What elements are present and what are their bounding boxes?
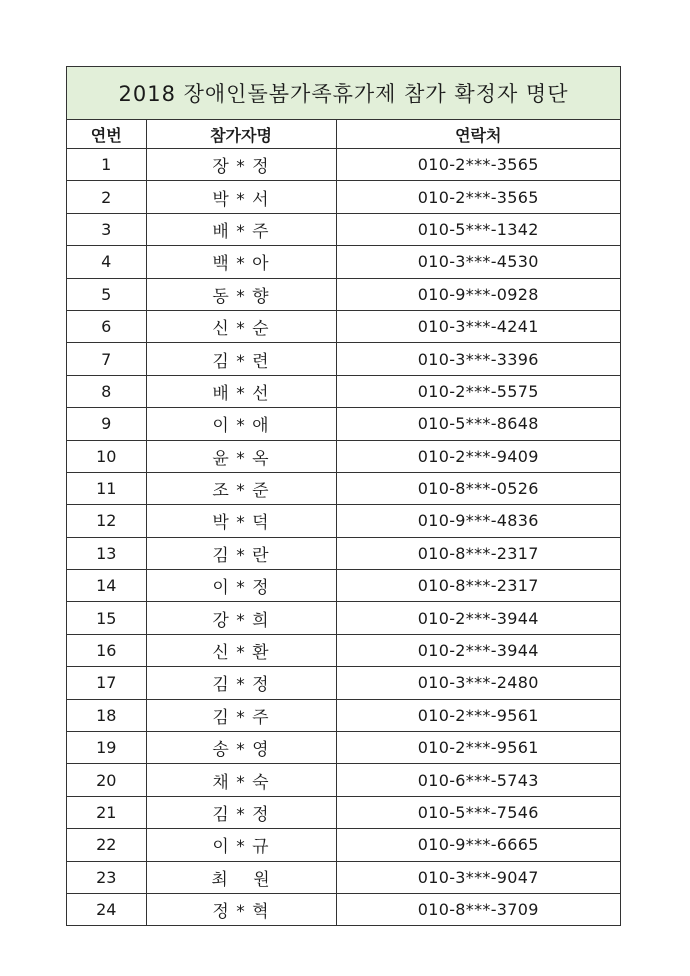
participant-name: 김 * 정 xyxy=(146,667,336,699)
row-number: 20 xyxy=(67,764,146,796)
document-title: 2018 장애인돌봄가족휴가제 참가 확정자 명단 xyxy=(67,67,620,120)
row-number: 16 xyxy=(67,634,146,666)
table-row xyxy=(67,310,620,342)
table-row xyxy=(67,472,620,504)
contact-number: 010-8***-0526 xyxy=(336,472,620,504)
participant-name: 백 * 아 xyxy=(146,246,336,278)
row-number: 6 xyxy=(67,310,146,342)
participant-name: 박 * 서 xyxy=(146,181,336,213)
participant-name: 배 * 선 xyxy=(146,375,336,407)
contact-number: 010-6***-5743 xyxy=(336,764,620,796)
participant-name: 장 * 정 xyxy=(146,149,336,181)
contact-number: 010-8***-2317 xyxy=(336,537,620,569)
table-row xyxy=(67,861,620,893)
row-number: 23 xyxy=(67,861,146,893)
participant-name: 박 * 덕 xyxy=(146,505,336,537)
contact-number: 010-2***-3944 xyxy=(336,634,620,666)
contact-number: 010-8***-3709 xyxy=(336,893,620,925)
contact-number: 010-2***-9561 xyxy=(336,699,620,731)
contact-number: 010-9***-6665 xyxy=(336,829,620,861)
contact-number: 010-2***-9561 xyxy=(336,732,620,764)
table-row xyxy=(67,343,620,375)
row-number: 13 xyxy=(67,537,146,569)
participant-name: 이 * 애 xyxy=(146,408,336,440)
participant-name: 동 * 향 xyxy=(146,278,336,310)
participant-name: 김 * 란 xyxy=(146,537,336,569)
row-number: 10 xyxy=(67,440,146,472)
row-number: 14 xyxy=(67,570,146,602)
table-row xyxy=(67,796,620,828)
table-row xyxy=(67,732,620,764)
contact-number: 010-2***-3565 xyxy=(336,181,620,213)
contact-number: 010-3***-3396 xyxy=(336,343,620,375)
row-number: 7 xyxy=(67,343,146,375)
contact-number: 010-3***-2480 xyxy=(336,667,620,699)
contact-number: 010-3***-4530 xyxy=(336,246,620,278)
row-number: 15 xyxy=(67,602,146,634)
participant-name: 배 * 주 xyxy=(146,213,336,245)
row-number: 5 xyxy=(67,278,146,310)
row-number: 2 xyxy=(67,181,146,213)
table-row xyxy=(67,181,620,213)
table-row xyxy=(67,440,620,472)
table-row xyxy=(67,829,620,861)
contact-number: 010-2***-9409 xyxy=(336,440,620,472)
table-row xyxy=(67,246,620,278)
participant-name: 강 * 희 xyxy=(146,602,336,634)
participant-name: 김 * 주 xyxy=(146,699,336,731)
row-number: 4 xyxy=(67,246,146,278)
header-contact: 연락처 xyxy=(336,120,620,149)
row-number: 9 xyxy=(67,408,146,440)
participant-name: 신 * 환 xyxy=(146,634,336,666)
contact-number: 010-9***-0928 xyxy=(336,278,620,310)
contact-number: 010-5***-8648 xyxy=(336,408,620,440)
contact-number: 010-3***-9047 xyxy=(336,861,620,893)
contact-number: 010-5***-7546 xyxy=(336,796,620,828)
row-number: 22 xyxy=(67,829,146,861)
table-row xyxy=(67,667,620,699)
row-number: 1 xyxy=(67,149,146,181)
table-row xyxy=(67,699,620,731)
header-no: 연번 xyxy=(67,120,146,149)
row-number: 18 xyxy=(67,699,146,731)
row-number: 3 xyxy=(67,213,146,245)
row-number: 17 xyxy=(67,667,146,699)
participant-name: 송 * 영 xyxy=(146,732,336,764)
row-number: 11 xyxy=(67,472,146,504)
table-header-row xyxy=(67,120,620,149)
header-name: 참가자명 xyxy=(146,120,336,149)
table-row xyxy=(67,375,620,407)
contact-number: 010-8***-2317 xyxy=(336,570,620,602)
participant-name: 윤 * 옥 xyxy=(146,440,336,472)
table-row xyxy=(67,634,620,666)
contact-number: 010-2***-5575 xyxy=(336,375,620,407)
participant-name: 이 * 규 xyxy=(146,829,336,861)
table-row xyxy=(67,278,620,310)
row-number: 12 xyxy=(67,505,146,537)
row-number: 19 xyxy=(67,732,146,764)
participant-table xyxy=(67,120,620,925)
table-row xyxy=(67,213,620,245)
table-row xyxy=(67,764,620,796)
row-number: 8 xyxy=(67,375,146,407)
table-row xyxy=(67,408,620,440)
contact-number: 010-2***-3565 xyxy=(336,149,620,181)
participant-name: 이 * 정 xyxy=(146,570,336,602)
row-number: 24 xyxy=(67,893,146,925)
table-row xyxy=(67,602,620,634)
table-row xyxy=(67,893,620,925)
participant-name: 정 * 혁 xyxy=(146,893,336,925)
contact-number: 010-2***-3944 xyxy=(336,602,620,634)
participant-list-sheet xyxy=(66,66,621,926)
table-row xyxy=(67,149,620,181)
participant-name: 김 * 련 xyxy=(146,343,336,375)
table-row xyxy=(67,505,620,537)
contact-number: 010-3***-4241 xyxy=(336,310,620,342)
row-number: 21 xyxy=(67,796,146,828)
contact-number: 010-5***-1342 xyxy=(336,213,620,245)
table-row xyxy=(67,537,620,569)
table-row xyxy=(67,570,620,602)
contact-number: 010-9***-4836 xyxy=(336,505,620,537)
participant-name: 채 * 숙 xyxy=(146,764,336,796)
participant-name: 신 * 순 xyxy=(146,310,336,342)
participant-name: 조 * 준 xyxy=(146,472,336,504)
participant-name: 최 원 xyxy=(146,861,336,893)
participant-name: 김 * 정 xyxy=(146,796,336,828)
